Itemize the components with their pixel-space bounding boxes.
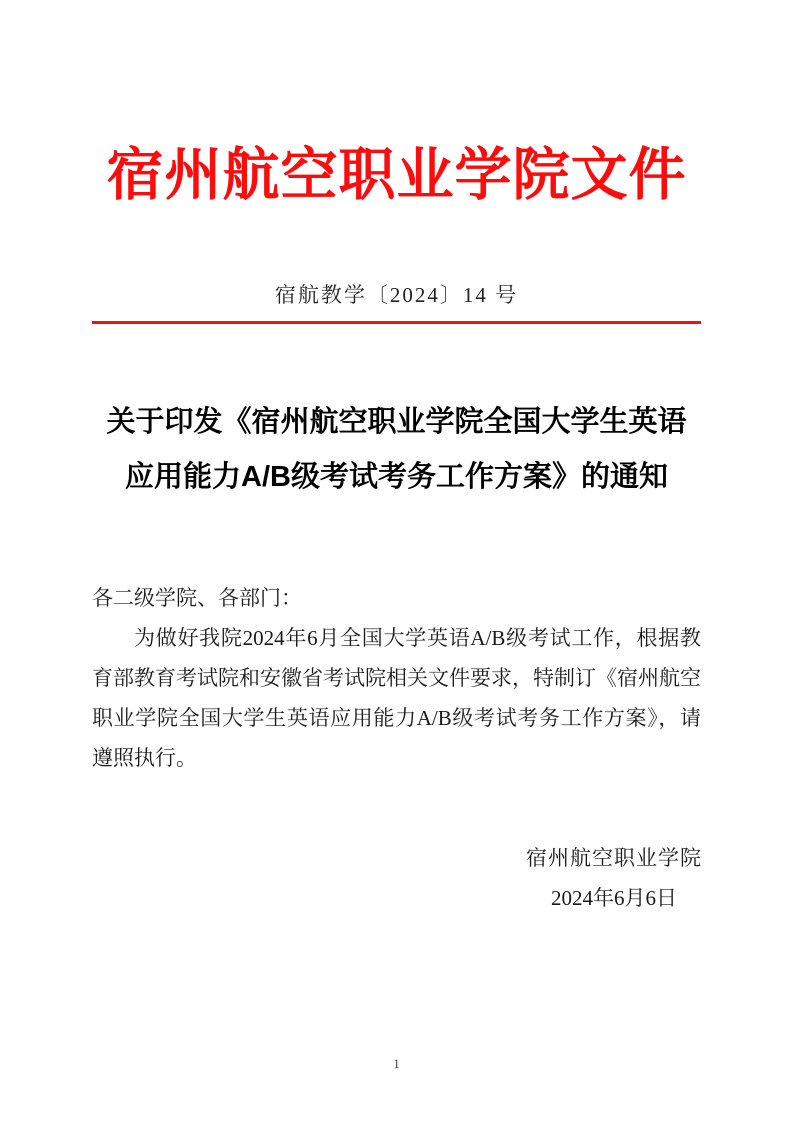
signature-block (526, 838, 702, 918)
red-divider-line (92, 321, 701, 324)
page-number: 1 (393, 1056, 400, 1071)
signature-date: 2024年6月6日 (551, 886, 677, 910)
document-number: 宿航教学〔2024〕14 号 (274, 283, 519, 307)
document-body (92, 578, 701, 778)
notice-title-line-2: 应用能力A/B级考试考务工作方案》的通知 (125, 461, 668, 493)
signature-organization: 宿州航空职业学院 (526, 846, 702, 870)
salutation: 各二级学院、各部门： (92, 586, 302, 610)
notice-title-line-1: 关于印发《宿州航空职业学院全国大学生英语 (106, 406, 687, 438)
letterhead-title: 宿州航空职业学院文件 (106, 144, 687, 207)
body-paragraph: 为做好我院2024年6月全国大学英语A/B级考试工作，根据教育部教育考试院和安徽省考试院相关文件要求，特制订《宿州航空职业学院全国大学生英语应用能力A/B级考试考务工作方案》，请遵照执行。 (92, 626, 701, 770)
notice-title (46, 395, 747, 505)
